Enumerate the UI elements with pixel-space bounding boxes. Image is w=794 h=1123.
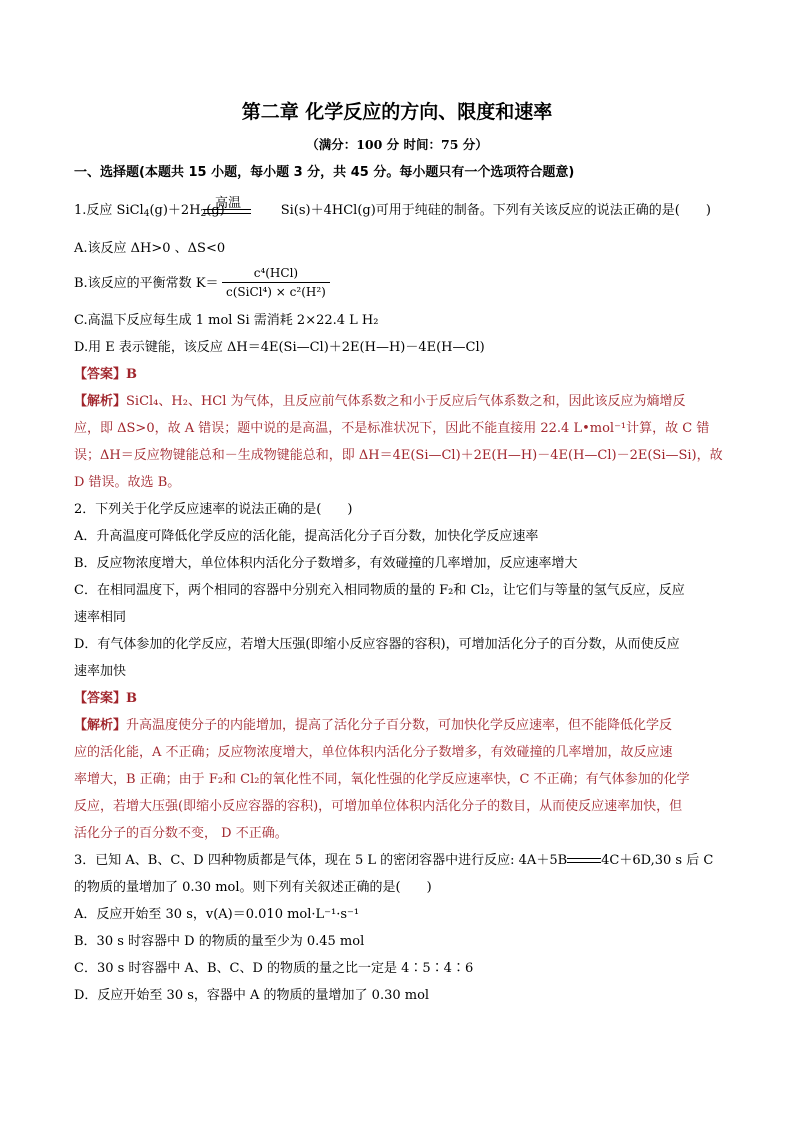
question-1-option-b: B.该反应的平衡常数 K＝ (74, 276, 219, 291)
question-2-option-b: B．反应物浓度增大，单位体积内活化分子数增多，有效碰撞的几率增加，反应速率增大 (74, 556, 578, 571)
explanation-line (74, 394, 686, 410)
explanation-line: 率增大，B 正确；由于 F₂和 Cl₂的氧化性不同，氧化性强的化学反应速率快，C 不正确；有气体参加的化学 (74, 772, 690, 787)
question-2-option-a: A．升高温度可降低化学反应的活化能，提高活化分子百分数，加快化学反应速率 (74, 529, 539, 544)
subscript: 2 (200, 209, 207, 219)
stem-part: Si(s)＋4HCl(g)可用于纯硅的制备。下列有关该反应的说法正确的是( ) (280, 203, 711, 218)
subscript: 4 (143, 209, 150, 219)
answer-label: 【答案】B (74, 367, 137, 382)
explanation-line: 反应，若增大压强(即缩小反应容器的容积)，可增加单位体积内活化分子的数目，从而使反应速率加快，但 (74, 799, 683, 814)
explanation-line: 应，即 ΔS>0，故 A 错误；题中说的是高温，不是标准状况下，因此不能直接用 22.4 L•mol⁻¹计算，故 C 错 (74, 421, 710, 436)
stem-part: (g)＋2H (149, 203, 201, 218)
question-1-option-c: C.高温下反应每生成 1 mol Si 需消耗 2×22.4 L H₂ (74, 313, 379, 328)
question-3-option-b: B．30 s 时容器中 D 的物质的量至少为 0.45 mol (74, 934, 365, 949)
section-heading: 一、选择题(本题共 15 小题，每小题 3 分，共 45 分。每小题只有一个选项符合题意) (74, 165, 575, 180)
question-1-option-a: A.该反应 ΔH>0 、ΔS<0 (74, 241, 226, 256)
explanation-text: 升高温度使分子的内能增加，提高了活化分子百分数，可加快化学反应速率，但不能降低化学反 (126, 718, 673, 733)
question-2-option-d-cont: 速率加快 (74, 664, 127, 679)
explanation-line (74, 718, 672, 734)
question-3-option-d: D．反应开始至 30 s，容器中 A 的物质的量增加了 0.30 mol (74, 988, 430, 1003)
question-2-stem: 2．下列关于化学反应速率的说法正确的是( ) (74, 502, 353, 517)
fraction-denominator: c(SiCl⁴) × c²(H²) (226, 285, 326, 299)
stem-part: 1.反应 SiCl (74, 203, 144, 218)
explanation-label: 【解析】 (74, 394, 127, 409)
question-3-option-c: C．30 s 时容器中 A、B、C、D 的物质的量之比一定是 4∶5∶4∶6 (74, 961, 474, 976)
question-2-option-c: C．在相同温度下，两个相同的容器中分别充入相同物质的量的 F₂和 Cl₂，让它们与等量的氢气反应，反应 (74, 583, 685, 598)
exam-info: （满分：100 分 时间：75 分） (306, 137, 488, 152)
question-3-stem-cont: 的物质的量增加了 0.30 mol。则下列有关叙述正确的是( ) (74, 880, 432, 895)
question-3-stem (74, 853, 713, 869)
page-title: 第二章 化学反应的方向、限度和速率 (241, 101, 553, 123)
explanation-line: D 错误。故选 B。 (74, 475, 181, 490)
explanation-label: 【解析】 (74, 718, 127, 733)
question-2-option-d: D．有气体参加的化学反应，若增大压强(即缩小反应容器的容积)，可增加活化分子的百分数，从而使反应 (74, 637, 680, 652)
question-1-option-d: D.用 E 表示键能，该反应 ΔH＝4E(Si—Cl)＋2E(H—H)－4E(H—Cl) (74, 340, 485, 355)
fraction-numerator: c⁴(HCl) (222, 266, 330, 283)
question-3-option-a: A．反应开始至 30 s，v(A)＝0.010 mol·L⁻¹·s⁻¹ (74, 907, 360, 922)
stem-part: (g) (206, 203, 225, 218)
explanation-line: 活化分子的百分数不变， D 不正确。 (74, 826, 288, 841)
stem-part: 4C＋6D,30 s 后 C (601, 853, 714, 868)
equilibrium-constant-fraction (222, 266, 330, 299)
question-1-stem (74, 203, 711, 219)
reaction-condition: 高温 (215, 196, 242, 211)
explanation-text: SiCl₄、H₂、HCl 为气体，且反应前气体系数之和小于反应后气体系数之和，因此该反应为熵增反 (126, 394, 686, 409)
question-2-option-c-cont: 速率相同 (74, 610, 127, 625)
explanation-line: 应的活化能，A 不正确；反应物浓度增大，单位体积内活化分子数增多，有效碰撞的几率增加，故反应速 (74, 745, 673, 760)
explanation-line: 误；ΔH＝反应物键能总和－生成物键能总和，即 ΔH＝4E(Si—Cl)＋2E(H—H)－4E(H—Cl)－2E(Si—Si)，故 (74, 448, 723, 463)
reversible-arrow-icon (567, 856, 601, 866)
stem-part: 3．已知 A、B、C、D 四种物质都是气体，现在 5 L 的密闭容器中进行反应: 4A＋5B (74, 853, 568, 868)
answer-label: 【答案】B (74, 691, 137, 706)
